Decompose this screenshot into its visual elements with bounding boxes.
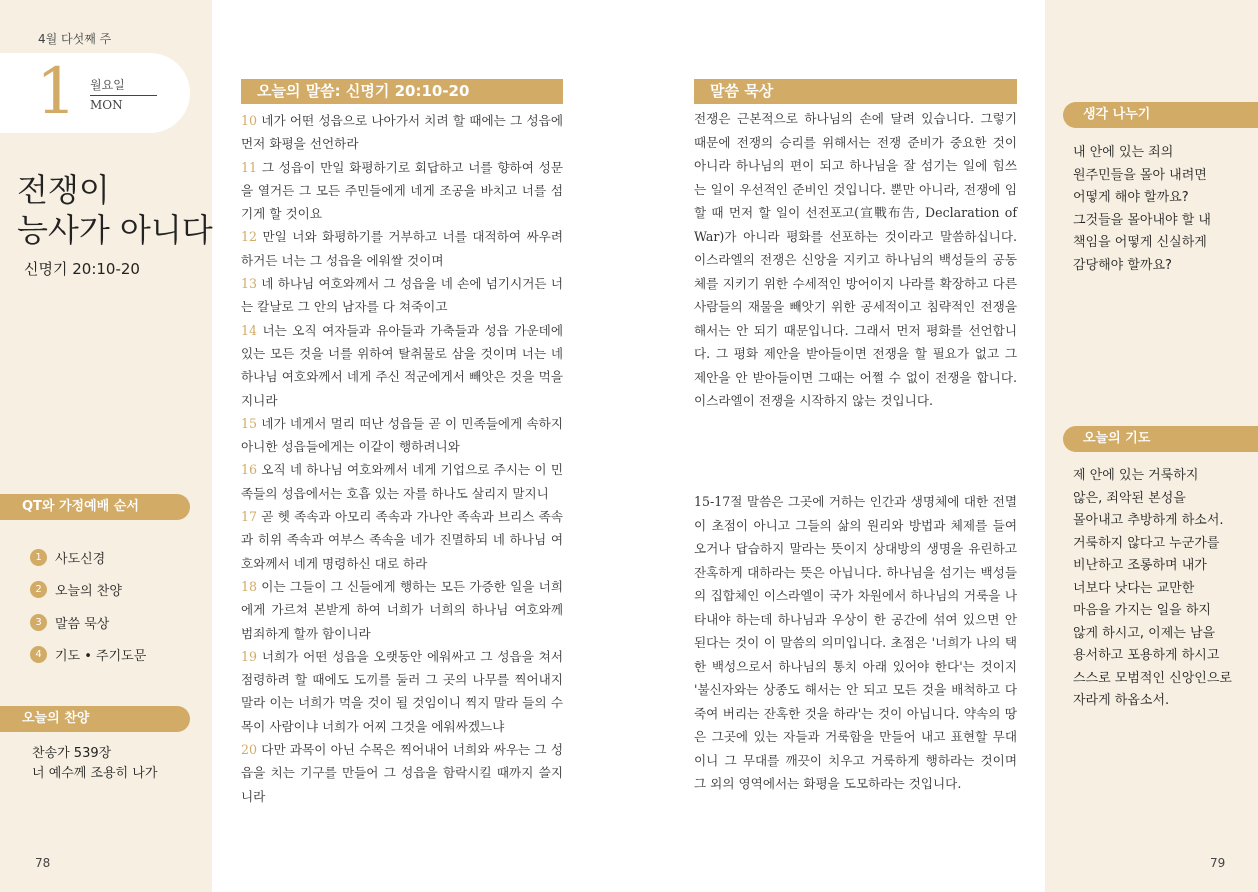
text-line: 않은, 죄악된 본성을 [1073,490,1186,506]
verse-text: 오직 네 하나님 여호와께서 네게 기업으로 주시는 이 민족들의 성읍에서는 호흡 있는 자를 하나도 살리지 말지니 [241,462,563,501]
list-item-label: 말씀 묵상 [55,616,110,632]
list-item [30,606,146,639]
list-item-label: 기도 • 주기도문 [55,649,147,665]
list-item-label: 오늘의 찬양 [55,584,122,600]
verse-number: 18 [241,578,258,594]
verse-number: 12 [241,229,258,245]
text-line: 책임을 어떻게 신실하게 [1073,235,1207,250]
page-title-line: 전쟁이 [17,171,110,209]
text-line: 제 안에 있는 거룩하지 [1073,468,1199,483]
text-line: 원주민들을 몰아 내려면 [1073,167,1207,183]
hymn-heading: 오늘의 찬양 [0,706,190,732]
text-line: 내 안에 있는 죄의 [1073,145,1174,160]
verse-number: 11 [241,159,258,175]
share-thoughts-heading: 생각 나누기 [1063,102,1258,128]
text-line: 마음을 가지는 일을 하지 [1073,603,1211,618]
hymn-info [32,744,157,784]
date-day-english: MON [90,98,123,112]
hymn-number: 찬송가 539장 [32,746,112,761]
verse-text: 곧 헷 족속과 아모리 족속과 가나안 족속과 브리스 족속과 히위 족속과 여부스 족속을 네가 진멸하되 네 하나님 여호와께서 네게 명령하신 대로 하라 [241,509,563,571]
scripture-reference: 신명기 20:10-20 [24,260,140,278]
number-badge: 4 [30,646,47,663]
verse-text: 네가 네게서 멀리 떠난 성읍들 곧 이 민족들에게 속하지 아니한 성읍들에게는 이같이 행하려니와 [241,415,563,455]
text-line: 용서하고 포용하게 하시고 [1073,648,1220,663]
hymn-title: 너 예수께 조용히 나가 [32,766,158,781]
prayer-text [1073,465,1248,713]
qt-order-heading: QT와 가정예배 순서 [0,494,190,520]
number-badge: 1 [30,549,47,566]
meditation-paragraph: 15-17절 말씀은 그곳에 거하는 인간과 생명체에 대한 전멸이 초점이 아니고 그들의 삶의 원리와 방법과 체제를 들여오거나 답습하지 말라는 뜻이지 상대방의 생명을 유린하고 잔혹하게 대하라는 뜻은 아닙니다. 하나님을 섬기는 백성들의 집합체인 이스라엘이 국가 차원에서 하나님의 거룩을 나타내야 하는데 하나님과 우상이 한 공간에 섞여 있으면 안 된다는 것이 이 말씀의 의미입니다. 초점은 '너희가 나의 택한 백성으로서 하나님의 통치 아래 있어야 한다'는 것이지 '불신자와는 상종도 해서는 안 되고 모든 것을 배척하고 다 죽여 버리는 잔혹한 것을 하라'는 것이 아닙니다. 약속의 땅은 그곳에 있는 자들과 거룩함을 만들어 내고 표현할 무대이니 그 무대를 깨끗이 치우고 거룩하게 행하라는 것이며 그 외의 영역에서는 화평을 도모하라는 것입니다. [694,494,1017,791]
text-line: 어떻게 해야 할까요? [1073,190,1189,205]
text-line: 거룩하지 않다고 누군가를 [1073,535,1220,551]
list-item-label: 사도신경 [55,551,106,567]
week-label: 4월 다섯째 주 [38,32,112,46]
text-line: 비난하고 조롱하며 내가 [1073,558,1207,573]
verse-number: 15 [241,415,258,431]
meditation-paragraph: 전쟁은 근본적으로 하나님의 손에 달려 있습니다. 그렇기 때문에 전쟁의 승리를 위해서는 전쟁 준비가 중요한 것이 아니라 하나님의 편이 되고 하나님을 잘 섬기는 일에 힘쓰는 일이 우선적인 준비인 것입니다. 뿐만 아니라, 전쟁에 임할 때 먼저 할 일이 선전포고(宣戰布告, Declaration of War)가 아니라 평화를 선포하는 것이라고 말씀하십니다. 이스라엘의 전쟁은 신앙을 지키고 하나님의 백성들의 공동체를 지키기 위한 수세적인 방어이지 나라를 확장하고 다른 사람들의 재물을 빼앗기 위한 공세적이고 침략적인 전쟁을 해서는 안 되기 때문입니다. 그래서 먼저 평화를 선언합니다. 그 평화 제안을 받아들이면 전쟁을 할 필요가 없고 그 제안을 안 받아들이면 그때는 어쩔 수 없이 전쟁을 합니다. 이스라엘이 전쟁을 시작하지 않는 것입니다. [694,111,1017,408]
prayer-heading: 오늘의 기도 [1063,426,1258,452]
verse-text: 너는 오직 여자들과 유아들과 가축들과 성읍 가운데에 있는 모든 것을 너를 위하여 탈취물로 삼을 것이며 너는 네 하나님 여호와께서 네게 주신 적군에게서 빼앗은 것을 먹을지니라 [241,322,563,408]
date-divider [90,95,157,96]
scripture-heading: 오늘의 말씀: 신명기 20:10-20 [241,79,563,104]
verse-number: 10 [241,113,258,128]
number-badge: 2 [30,581,47,598]
page-number-right: 79 [1210,856,1226,870]
date-number: 1 [36,55,77,129]
verse-number: 19 [241,648,258,664]
verse-text: 네가 어떤 성읍으로 나아가서 치려 할 때에는 그 성읍에 먼저 화평을 선언하라 [241,113,563,152]
text-line: 몰아내고 추방하게 하소서. [1073,513,1224,528]
share-thoughts-text [1073,142,1248,277]
verse-number: 17 [241,509,258,525]
verse-number: 13 [241,276,258,292]
verse-text: 다만 과목이 아닌 수목은 찍어내어 너희와 싸우는 그 성읍을 치는 기구를 만들어 그 성읍을 함락시킬 때까지 쓸지니라 [241,742,563,804]
text-line: 않게 하시고, 이제는 남을 [1073,625,1216,641]
list-item [30,541,146,574]
text-line: 감당해야 할까요? [1073,257,1172,273]
text-line: 너보다 낫다는 교만한 [1073,580,1195,596]
verse-number: 14 [241,322,258,338]
page-title [17,170,213,250]
verse-text: 이는 그들이 그 신들에게 행하는 모든 가증한 일을 너희에게 가르쳐 본받게 하여 너희가 너희의 하나님 여호와께 범죄하게 할까 함이니라 [241,578,563,641]
text-line: 스스로 모범적인 신앙인으로 [1073,670,1232,686]
text-line: 그것들을 몰아내야 할 내 [1073,212,1211,228]
date-badge [0,53,190,133]
date-day-korean: 월요일 [90,78,125,92]
verse-text: 네 하나님 여호와께서 그 성읍을 네 손에 넘기시거든 너는 칼날로 그 안의 남자를 다 쳐죽이고 [241,276,563,315]
verse-text: 너희가 어떤 성읍을 오랫동안 에워싸고 그 성읍을 쳐서 점령하려 할 때에도 도끼를 둘러 그 곳의 나무를 찍어내지 말라 이는 너희가 먹을 것이 될 것임이니 찍지 말라 들의 수목이 사람이냐 너희가 어찌 그것을 에워싸겠느냐 [241,648,563,734]
text-line: 자라게 하옵소서. [1073,693,1170,708]
page-number-left: 78 [35,856,51,870]
verse-number: 16 [241,462,258,478]
verse-number: 20 [241,742,258,758]
meditation-heading: 말씀 묵상 [694,79,1017,104]
list-item [30,639,146,672]
verse-text: 만일 너와 화평하기를 거부하고 너를 대적하여 싸우려 하거든 너는 그 성읍을 에워쌀 것이며 [241,229,563,268]
scripture-text [241,109,563,808]
qt-order-list [30,541,146,671]
list-item [30,574,146,607]
page-title-line: 능사가 아니다 [17,211,213,249]
verse-text: 그 성읍이 만일 화평하기로 회답하고 너를 향하여 성문을 열거든 그 모든 주민들에게 네게 조공을 바치고 너를 섬기게 할 것이요 [241,159,563,222]
number-badge: 3 [30,614,47,631]
